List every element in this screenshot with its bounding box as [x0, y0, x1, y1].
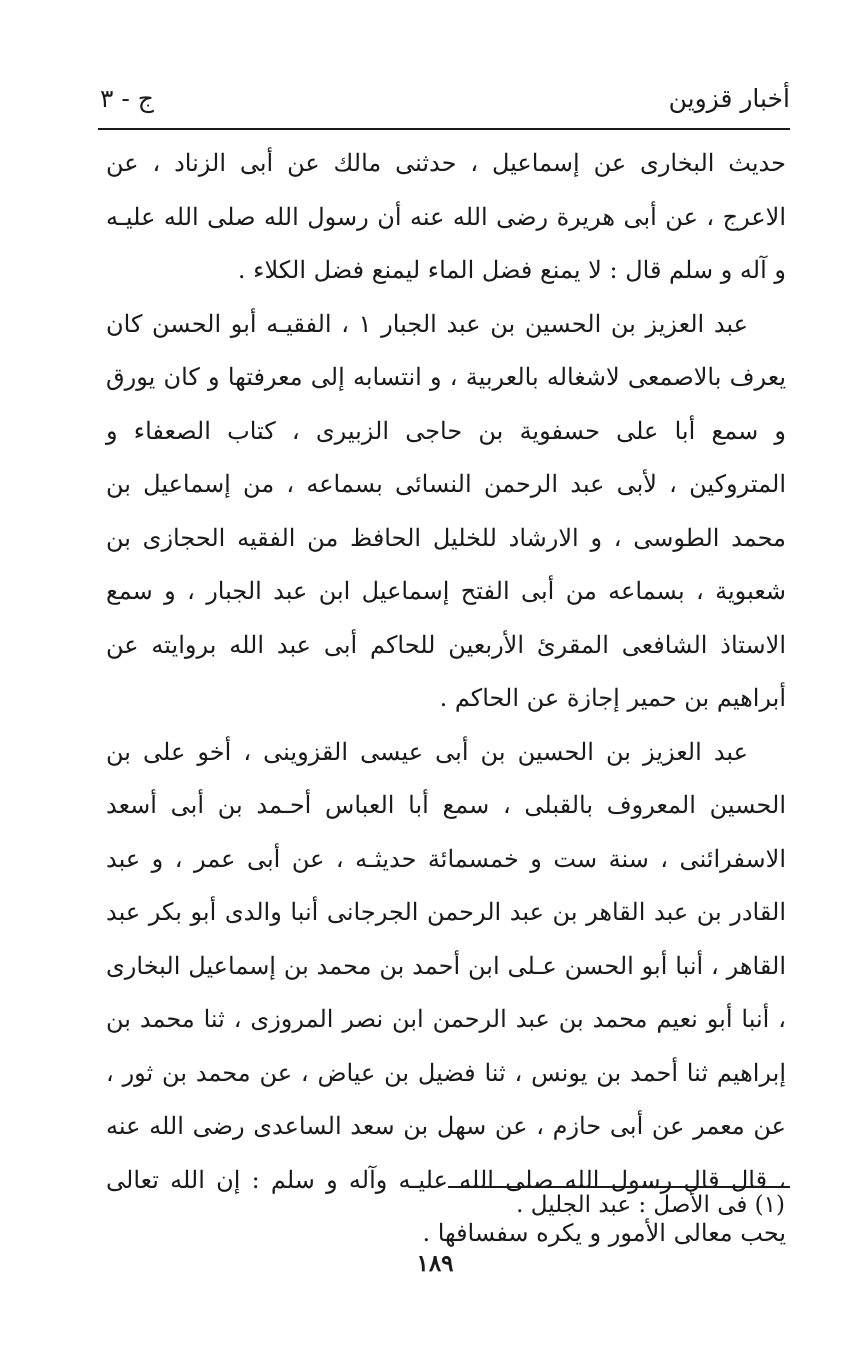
- paragraph: حديث البخارى عن إسماعيل ، حدثنى مالك عن أبى الزناد ، عن الاعرج ، عن أبى هريرة رضى الله عنه أن رسول الله صلى الله عليـه و آله و سلم قال : لا يمنع فضل الماء ليمنع فضل الكلاء .: [106, 149, 786, 284]
- paragraph: عبد العزيز بن الحسين بن أبى عيسى القزوينى ، أخو على بن الحسين المعروف بالقبلى ، سمع أبا العباس أحـمد بن أبى أسعد الاسفرائنى ، سنة ست و خمسمائة حديثـه ، عن أبى عمر ، و عبد القادر بن عبد القاهر بن عبد الرحمن الجرجانى أنبا والدى أبو بكر عبد القاهر ، أنبا أبو الحسن عـلى ابن أحمد بن محمد بن إسماعيل البخارى ، أنبا أبو نعيم محمد بن عبد الرحمن ابن نصر المروزى ، ثنا محمد بن إبراهيم ثنا أحمد بن يونس ، ثنا فضيل بن عياض ، عن محمد بن ثور ، عن معمر عن أبى حازم ، عن سهل بن سعد الساعدى رضى الله عنه ، قال قال رسول الله صلى الله عليـه وآله و سلم : إن الله تعالى يحب معالى الأمور و يكره سفسافها .: [106, 737, 786, 1247]
- main-text: [106, 137, 786, 1261]
- page-number: ١٨٩: [416, 1250, 454, 1277]
- footnote-divider: [448, 1186, 790, 1188]
- footnote: (١) فى الأصل : عبد الجليل .: [516, 1192, 785, 1218]
- header-divider: [98, 128, 790, 130]
- paragraph: عبد العزيز بن الحسين بن عبد الجبار ١ ، الفقيـه أبو الحسن كان يعرف بالاصمعى لاشغاله بالعربية ، و انتسابه إلى معرفتها و كان يورق و سمع أبا على حسفوية بن حاجى الزبيرى ، كتاب الصعفاء و المتروكين ، لأبى عبد الرحمن النسائى بسماعه ، من إسماعيل بن محمد الطوسى ، و الارشاد للخليل الحافظ من الفقيه الحجازى بن شعبوية ، بسماعه من أبى الفتح إسماعيل ابن عبد الجبار ، و سمع الاستاذ الشافعى المقرئ الأربعين للحاكم أبى عبد الله بروايته عن أبراهيم بن حمير إجازة عن الحاكم .: [106, 309, 786, 712]
- running-head: [100, 84, 790, 124]
- volume-number: ج - ٣: [100, 84, 154, 113]
- book-title: أخبار قزوين: [668, 84, 790, 113]
